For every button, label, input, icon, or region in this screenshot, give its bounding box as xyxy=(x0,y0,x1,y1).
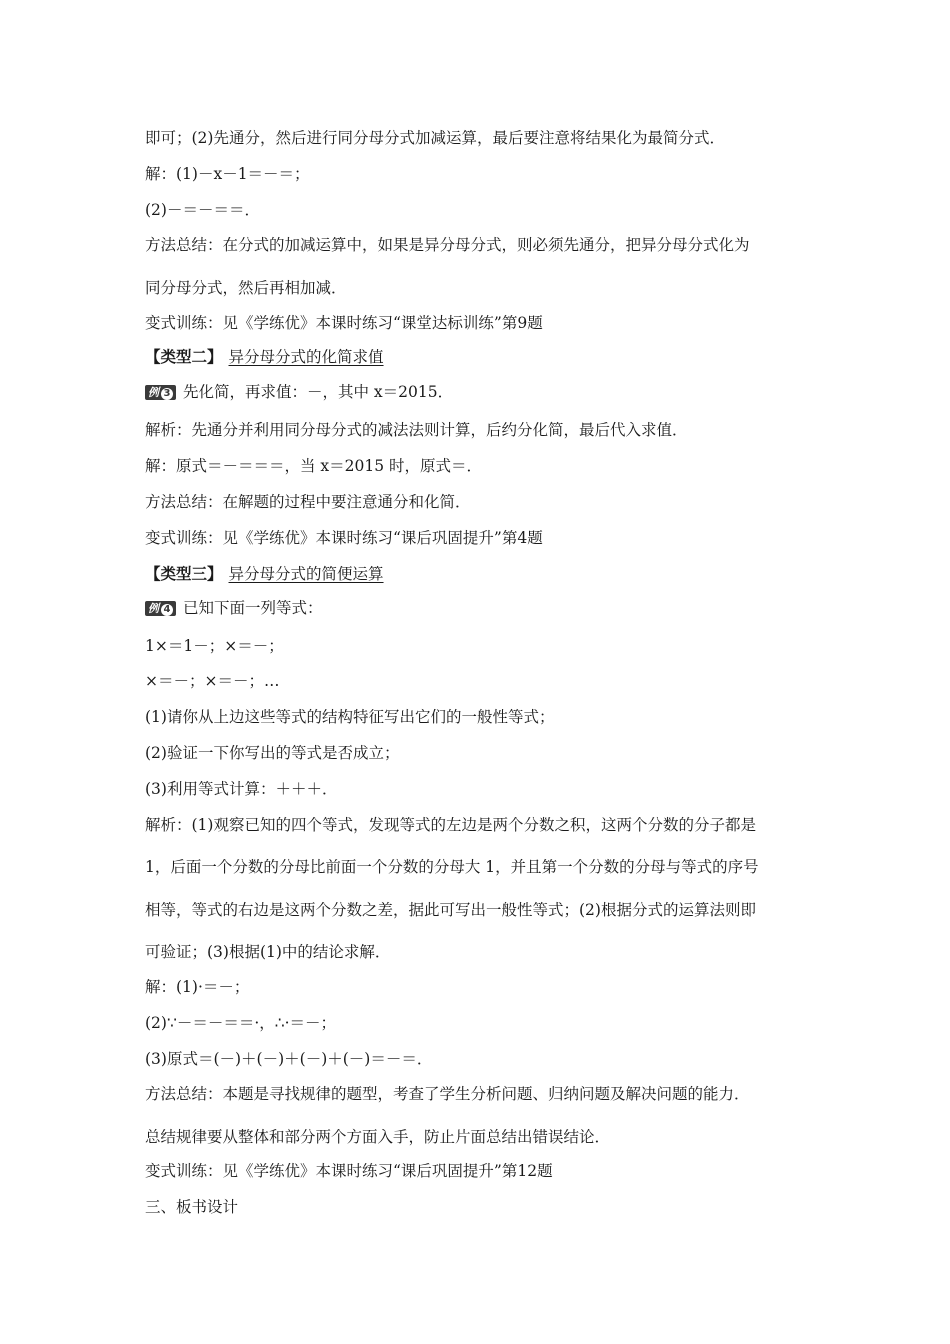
example-text: 先化简，再求值：－，其中 x＝2015． xyxy=(183,383,454,401)
text-line: 变式训练：见《学练优》本课时练习“课堂达标训练”第9题 xyxy=(145,314,543,332)
text-line: 解析：先通分并利用同分母分式的减法法则计算，后约分化简，最后代入求值． xyxy=(145,421,688,439)
text-line: (1)请你从上边这些等式的结构特征写出它们的一般性等式； xyxy=(145,708,555,726)
text-line: 可验证；(3)根据(1)中的结论求解． xyxy=(145,943,391,961)
text-line: (2)－＝－＝＝． xyxy=(145,201,260,219)
text-line: (2)∵－＝－＝＝·，∴·＝－； xyxy=(145,1014,337,1032)
text-line: 解：(1)－x－1＝－＝； xyxy=(145,165,310,183)
text-line: (3)利用等式计算：＋＋＋． xyxy=(145,780,338,798)
text-line: 同分母分式，然后再相加减． xyxy=(145,279,347,297)
text-line: 变式训练：见《学练优》本课时练习“课后巩固提升”第12题 xyxy=(145,1162,553,1180)
section-heading-type2 xyxy=(145,346,384,368)
example-badge: 例 3 xyxy=(145,385,176,400)
text-line: 解：(1)·＝－； xyxy=(145,978,250,996)
text-line: 1，后面一个分数的分母比前面一个分数的分母大 1，并且第一个分数的分母与等式的序号 xyxy=(145,858,759,876)
text-line: 解析：(1)观察已知的四个等式，发现等式的左边是两个分数之积，这两个分数的分子都是 xyxy=(145,816,756,834)
text-line: 即可；(2)先通分，然后进行同分母分式加减运算，最后要注意将结果化为最简分式． xyxy=(145,129,725,147)
type-bracket-label: 【类型三】 xyxy=(145,564,223,583)
text-line: 三、板书设计 xyxy=(145,1198,239,1216)
type-bracket-label: 【类型二】 xyxy=(145,347,223,366)
text-line: 变式训练：见《学练优》本课时练习“课后巩固提升”第4题 xyxy=(145,529,543,547)
text-line: 解：原式＝－＝＝＝，当 x＝2015 时，原式＝． xyxy=(145,457,483,475)
text-line: (2)验证一下你写出的等式是否成立； xyxy=(145,744,400,762)
type-topic: 异分母分式的化简求值 xyxy=(228,348,384,366)
text-line: 总结规律要从整体和部分两个方面入手，防止片面总结出错误结论． xyxy=(145,1128,611,1146)
text-line: 相等，等式的右边是这两个分数之差，据此可写出一般性等式；(2)根据分式的运算法则即 xyxy=(145,901,756,919)
example-text: 已知下面一列等式： xyxy=(183,599,323,617)
text-line: 方法总结：在解题的过程中要注意通分和化简． xyxy=(145,493,471,511)
example-3 xyxy=(145,381,453,403)
text-line: (3)原式＝(－)＋(－)＋(－)＋(－)＝－＝． xyxy=(145,1050,433,1068)
example-badge: 例 4 xyxy=(145,601,176,616)
type-topic: 异分母分式的简便运算 xyxy=(228,565,384,583)
section-heading-type3 xyxy=(145,563,384,585)
example-4 xyxy=(145,597,323,619)
text-line: 1×＝1－；×＝－； xyxy=(145,637,284,655)
text-line: 方法总结：本题是寻找规律的题型，考查了学生分析问题、归纳问题及解决问题的能力． xyxy=(145,1085,750,1103)
text-line: 方法总结：在分式的加减运算中，如果是异分母分式，则必须先通分，把异分母分式化为 xyxy=(145,236,750,254)
text-line: ×＝－；×＝－；… xyxy=(145,672,280,690)
